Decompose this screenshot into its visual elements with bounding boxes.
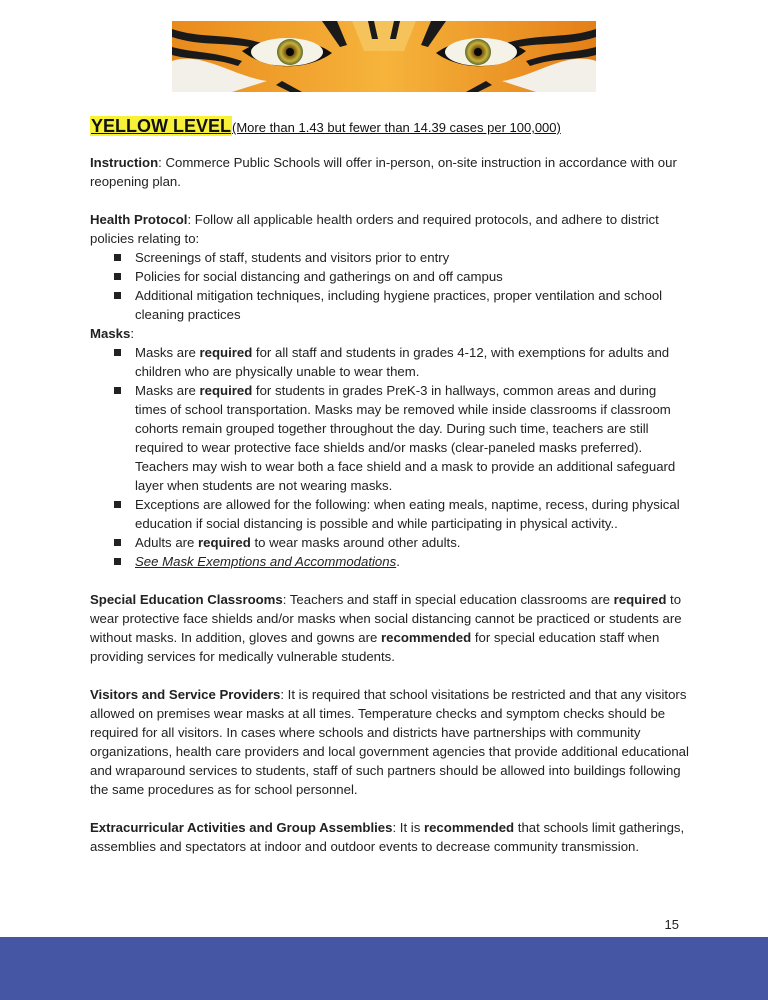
mask-item-bold: required — [198, 535, 251, 550]
mask-item-text: for students in grades PreK-3 in hallways, common areas and during times of school transportation. Masks may be removed while inside classrooms if classroom cohorts remain grouped together throughout the day. During such time, teachers are still required to wear protective face shields and/or masks (clear-paneled masks preferred). Teachers may wish to wear both a face shield and a mask to provide an additional safeguard layer when students are not wearing masks. — [135, 383, 676, 493]
list-item: Exceptions are allowed for the following: when eating meals, naptime, recess, during physical education if social distancing is possible and while participating in physical activity.. — [114, 495, 690, 533]
health-protocol-text: : Follow all applicable health orders and required protocols, and adhere to district policies relating to: — [90, 212, 659, 246]
tiger-eyes-banner — [172, 21, 596, 92]
health-protocol-label: Health Protocol — [90, 212, 188, 227]
list-item — [114, 381, 690, 495]
masks-list — [90, 343, 690, 571]
mask-item-text: . — [396, 554, 400, 569]
list-item — [114, 343, 690, 381]
list-item — [114, 533, 690, 552]
instruction-paragraph — [90, 153, 690, 191]
instruction-text: : Commerce Public Schools will offer in-person, on-site instruction in accordance with our reopening plan. — [90, 155, 677, 189]
masks-colon: : — [130, 326, 134, 341]
special-education-label: Special Education Classrooms — [90, 592, 283, 607]
special-education-text: to wear protective face shields and/or masks when social distancing cannot be practiced or students are without masks. In addition, gloves and gowns are — [90, 592, 682, 645]
visitors-label: Visitors and Service Providers — [90, 687, 281, 702]
special-education-text: for special education staff when providing services for medically vulnerable students. — [90, 630, 660, 664]
extracurricular-paragraph — [90, 818, 690, 856]
masks-label: Masks — [90, 326, 131, 341]
extracurricular-bold: recommended — [423, 820, 515, 835]
document-body — [90, 117, 690, 856]
page-number: 15 — [664, 917, 679, 932]
extracurricular-text: : It is — [392, 820, 424, 835]
special-education-bold: required — [613, 592, 667, 607]
list-item: Screenings of staff, students and visitors prior to entry — [114, 248, 690, 267]
visitors-text: : It is required that school visitations be restricted and that any visitors allowed on premises wear masks at all times. Temperature checks and symptom checks should be required for all visitors. In cases where schools and districts have partnerships with community organizations, health care providers and local government agencies that provide additional educational and wraparound services to students, staff of such partners should be allowed into buildings following the same procedures as for school personnel. — [90, 687, 689, 797]
mask-exemptions-link[interactable]: See Mask Exemptions and Accommodations — [135, 554, 397, 569]
list-item: Additional mitigation techniques, including hygiene practices, proper ventilation and school cleaning practices — [114, 286, 690, 324]
special-education-text: : Teachers and staff in special education classrooms are — [282, 592, 614, 607]
list-item: Policies for social distancing and gatherings on and off campus — [114, 267, 690, 286]
health-protocol-list — [90, 248, 690, 324]
mask-item-text: Masks are — [135, 383, 200, 398]
mask-item-bold: required — [199, 383, 253, 398]
list-item — [114, 552, 690, 571]
level-title: YELLOW LEVEL — [91, 116, 232, 136]
extracurricular-text: that schools limit gatherings, assemblies and spectators at indoor and outdoor events to decrease community transmission. — [90, 820, 685, 854]
instruction-label: Instruction — [90, 155, 159, 170]
extracurricular-label: Extracurricular Activities and Group Assemblies — [90, 820, 393, 835]
mask-item-bold: required — [199, 345, 253, 360]
level-range: (More than 1.43 but fewer than 14.39 cases per 100,000) — [232, 120, 561, 135]
mask-item-text: for all staff and students in grades 4-12, with exemptions for adults and children who are physically unable to wear them. — [135, 345, 670, 379]
health-protocol-paragraph — [90, 210, 690, 248]
tiger-eyes-image — [172, 21, 596, 92]
masks-heading — [90, 324, 690, 343]
mask-item-text: Adults are — [135, 535, 199, 550]
special-education-bold: recommended — [381, 630, 472, 645]
footer-band — [0, 937, 768, 1000]
mask-item-text: Masks are — [135, 345, 200, 360]
special-education-paragraph — [90, 590, 690, 666]
mask-item-text: to wear masks around other adults. — [250, 535, 461, 550]
level-heading — [90, 117, 690, 137]
visitors-paragraph — [90, 685, 690, 799]
